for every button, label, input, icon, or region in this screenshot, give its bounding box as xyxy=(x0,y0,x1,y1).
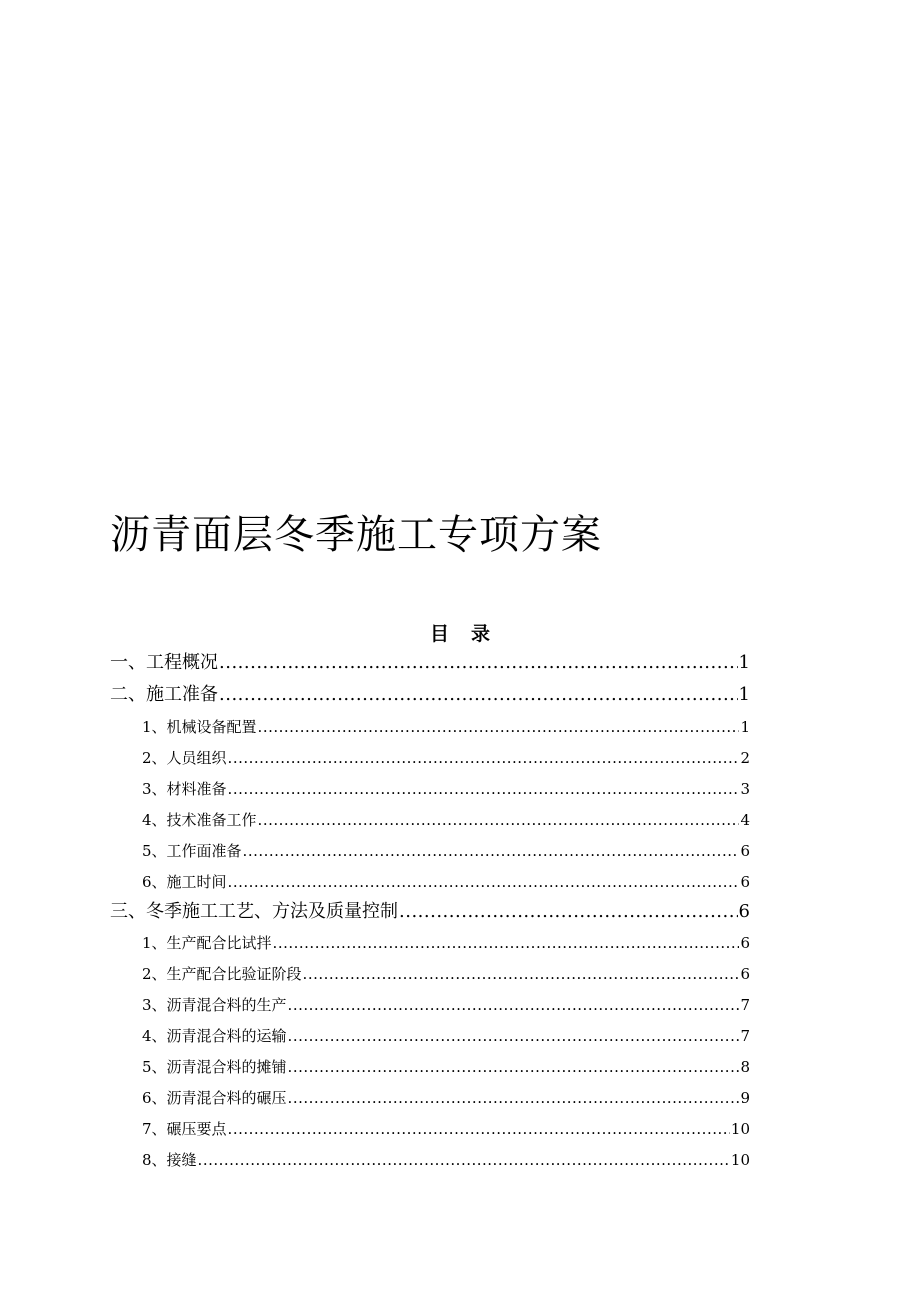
toc-entry-2-6[interactable] xyxy=(142,871,750,893)
document-title: 沥青面层冬季施工专项方案 xyxy=(110,512,602,558)
toc-entry-3-1[interactable] xyxy=(142,932,750,954)
toc-entry-3-5[interactable] xyxy=(142,1056,750,1078)
toc-entry-page: 8 xyxy=(740,1058,750,1076)
toc-entry-label: 1、机械设备配置 xyxy=(142,718,257,736)
toc-entry-page: 6 xyxy=(740,842,750,860)
toc-entry-page: 9 xyxy=(740,1089,750,1107)
toc-entry-2-5[interactable] xyxy=(142,840,750,862)
toc-entry-2[interactable] xyxy=(110,683,750,707)
toc-dot-leader xyxy=(288,1087,740,1109)
toc-dot-leader xyxy=(219,651,738,675)
toc-entry-label: 7、碾压要点 xyxy=(142,1120,227,1138)
toc-dot-leader xyxy=(273,932,740,954)
toc-entry-page: 7 xyxy=(740,996,750,1014)
toc-entry-1[interactable] xyxy=(110,651,750,675)
toc-entry-3-3[interactable] xyxy=(142,994,750,1016)
toc-dot-leader xyxy=(288,994,740,1016)
toc-entry-label: 3、沥青混合料的生产 xyxy=(142,996,287,1014)
toc-dot-leader xyxy=(303,963,740,985)
toc-entry-page: 6 xyxy=(738,901,750,922)
toc-entry-label: 4、技术准备工作 xyxy=(142,811,257,829)
toc-entry-label: 6、沥青混合料的碾压 xyxy=(142,1089,287,1107)
toc-entry-page: 6 xyxy=(740,873,750,891)
toc-entry-page: 4 xyxy=(740,811,750,829)
toc-entry-2-3[interactable] xyxy=(142,778,750,800)
toc-entry-page: 1 xyxy=(738,652,750,673)
toc-entry-label: 一、工程概况 xyxy=(110,652,218,673)
toc-dot-leader xyxy=(198,1149,730,1171)
toc-entry-3-6[interactable] xyxy=(142,1087,750,1109)
toc-dot-leader xyxy=(228,747,740,769)
toc-entry-2-2[interactable] xyxy=(142,747,750,769)
toc-entry-label: 1、生产配合比试拌 xyxy=(142,934,272,952)
toc-dot-leader xyxy=(288,1056,740,1078)
toc-entry-label: 8、接缝 xyxy=(142,1151,197,1169)
toc-entry-page: 7 xyxy=(740,1027,750,1045)
toc-entry-2-4[interactable] xyxy=(142,809,750,831)
toc-entry-3-7[interactable] xyxy=(142,1118,750,1140)
toc-entry-label: 6、施工时间 xyxy=(142,873,227,891)
toc-entry-label: 5、沥青混合料的摊铺 xyxy=(142,1058,287,1076)
toc-entry-3-2[interactable] xyxy=(142,963,750,985)
toc-entry-3-4[interactable] xyxy=(142,1025,750,1047)
toc-entry-3[interactable] xyxy=(110,900,750,924)
toc-entry-label: 2、人员组织 xyxy=(142,749,227,767)
toc-entry-page: 10 xyxy=(730,1151,750,1169)
toc-entry-label: 5、工作面准备 xyxy=(142,842,242,860)
toc-entry-label: 二、施工准备 xyxy=(110,684,218,705)
toc-dot-leader xyxy=(399,900,738,924)
toc-entry-label: 三、冬季施工工艺、方法及质量控制 xyxy=(110,901,398,922)
toc-dot-leader xyxy=(228,871,740,893)
toc-entry-page: 3 xyxy=(740,780,750,798)
toc-dot-leader xyxy=(219,683,738,707)
toc-entry-page: 1 xyxy=(738,684,750,705)
toc-entry-2-1[interactable] xyxy=(142,716,750,738)
toc-dot-leader xyxy=(228,1118,730,1140)
toc-entry-3-8[interactable] xyxy=(142,1149,750,1171)
toc-dot-leader xyxy=(228,778,740,800)
toc-heading: 目录 xyxy=(429,623,512,645)
toc-entry-page: 1 xyxy=(740,718,750,736)
toc-entry-page: 6 xyxy=(740,934,750,952)
toc-entry-page: 2 xyxy=(740,749,750,767)
toc-dot-leader xyxy=(258,809,740,831)
toc-dot-leader xyxy=(258,716,740,738)
toc-dot-leader xyxy=(288,1025,740,1047)
toc-entry-page: 10 xyxy=(730,1120,750,1138)
toc-entry-page: 6 xyxy=(740,965,750,983)
toc-dot-leader xyxy=(243,840,740,862)
toc-entry-label: 2、生产配合比验证阶段 xyxy=(142,965,302,983)
toc-entry-label: 3、材料准备 xyxy=(142,780,227,798)
toc-entry-label: 4、沥青混合料的运输 xyxy=(142,1027,287,1045)
